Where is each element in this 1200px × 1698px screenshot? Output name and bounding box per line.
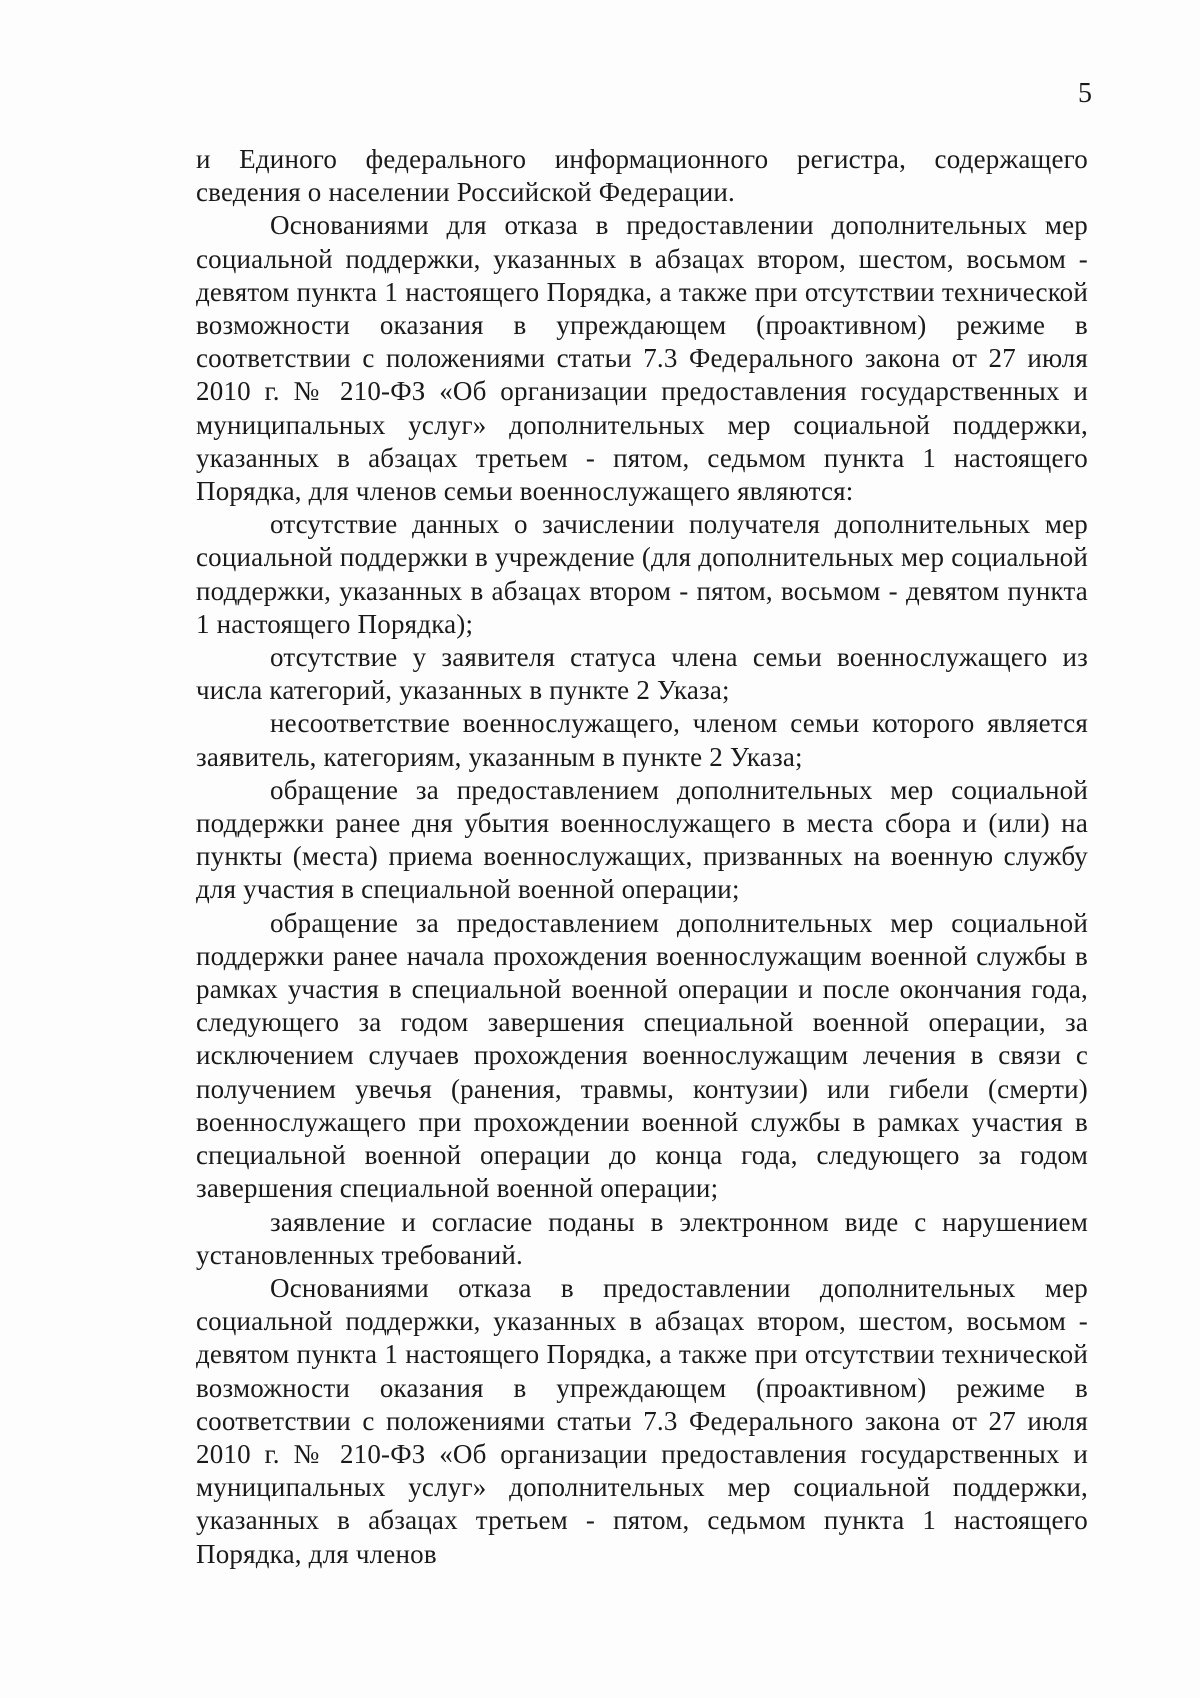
paragraph: несоответствие военнослужащего, членом семьи которого является заявитель, категориям, указанным в пункте 2 Указа; bbox=[196, 708, 1088, 772]
paragraph: обращение за предоставлением дополнительных мер социальной поддержки ранее дня убытия военнослужащего в места сбора и (или) на пункты (места) приема военнослужащих, призванных на военную службу для участия в специальной военной операции; bbox=[196, 774, 1088, 905]
paragraph: отсутствие у заявителя статуса члена семьи военнослужащего из числа категорий, указанных в пункте 2 Указа; bbox=[196, 642, 1088, 706]
paragraph: обращение за предоставлением дополнительных мер социальной поддержки ранее начала прохождения военнослужащим военной службы в рамках участия в специальной военной операции и после окончания года, следующего за годом завершения специальной военной операции, за исключением случаев прохождения военнослужащим лечения в связи с получением увечья (ранения, травмы, контузии) или гибели (смерти) военнослужащего при прохождении военной службы в рамках участия в специальной военной операции до конца года, следующего за годом завершения специальной военной операции; bbox=[196, 907, 1088, 1204]
paragraph: и Единого федерального информационного регистра, содержащего сведения о населении Российской Федерации. bbox=[196, 144, 1088, 208]
paragraph: отсутствие данных о зачислении получателя дополнительных мер социальной поддержки в учреждение (для дополнительных мер социальной поддержки, указанных в абзацах втором - пятом, восьмом - девятом пункта 1 настоящего Порядка); bbox=[196, 509, 1088, 639]
paragraph: Основаниями отказа в предоставлении дополнительных мер социальной поддержки, указанных в абзацах втором, шестом, восьмом - девятом пункта 1 настоящего Порядка, а также при отсутствии технической возможности оказания в упреждающем (проактивном) режиме в соответствии с положениями статьи 7.3 Федерального закона от 27 июля 2010 г. № 210-ФЗ «Об организации предоставления государственных и муниципальных услуг» дополнительных мер социальной поддержки, указанных в абзацах третьем - пятом, седьмом пункта 1 настоящего Порядка, для членов bbox=[196, 1272, 1088, 1569]
document-body bbox=[196, 143, 1088, 1571]
paragraph: Основаниями для отказа в предоставлении дополнительных мер социальной поддержки, указанных в абзацах втором, шестом, восьмом - девятом пункта 1 настоящего Порядка, а также при отсутствии технической возможности оказания в упреждающем (проактивном) режиме в соответствии с положениями статьи 7.3 Федерального закона от 27 июля 2010 г. № 210-ФЗ «Об организации предоставления государственных и муниципальных услуг» дополнительных мер социальной поддержки, указанных в абзацах третьем - пятом, седьмом пункта 1 настоящего Порядка, для членов семьи военнослужащего являются: bbox=[196, 210, 1088, 507]
paragraph: заявление и согласие поданы в электронном виде с нарушением установленных требований. bbox=[196, 1206, 1088, 1270]
page-number: 5 bbox=[1078, 78, 1092, 109]
